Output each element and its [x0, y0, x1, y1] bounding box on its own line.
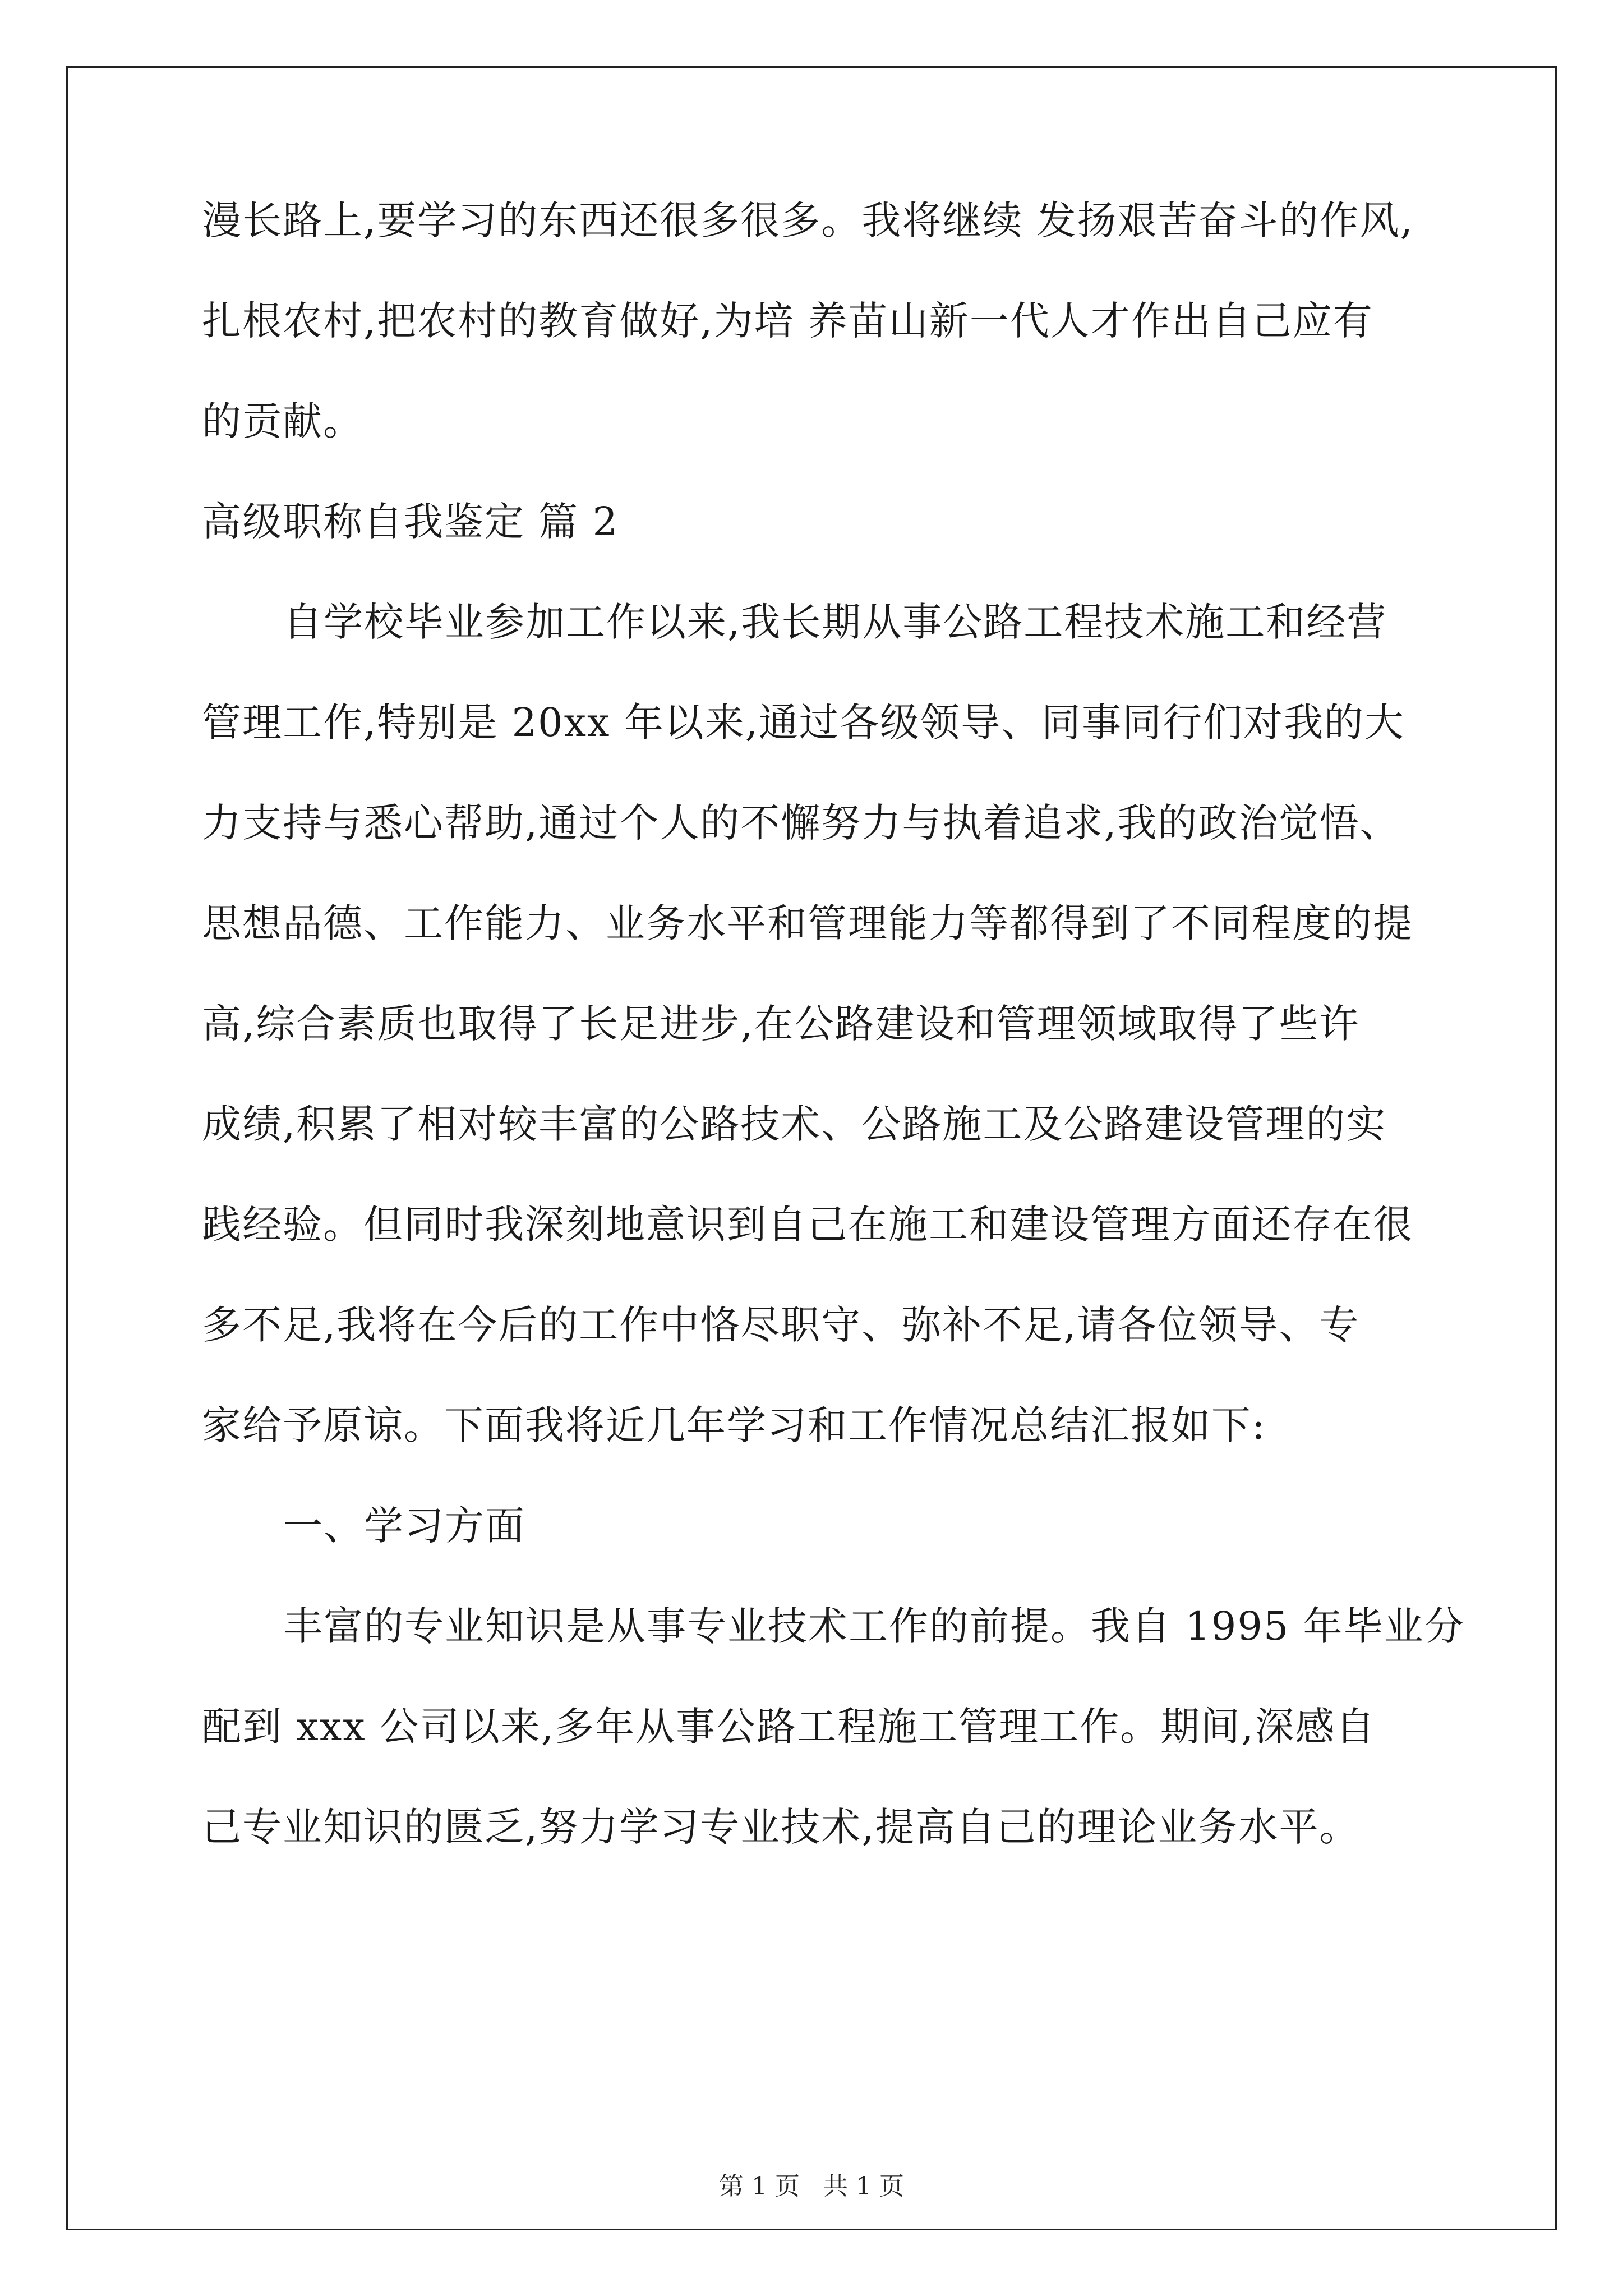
paragraph-line: 成绩,积累了相对较丰富的公路技术、公路施工及公路建设管理的实 — [202, 1101, 1387, 1147]
document-body — [202, 194, 1465, 1901]
section-heading: 高级职称自我鉴定 篇 2 — [202, 499, 619, 545]
paragraph-line: 践经验。但同时我深刻地意识到自己在施工和建设管理方面还存在很 — [202, 1202, 1413, 1248]
paragraph-line: 自学校毕业参加工作以来,我长期从事公路工程技术施工和经营 — [283, 599, 1387, 645]
paragraph-line: 己专业知识的匮乏,努力学习专业技术,提高自己的理论业务水平。 — [202, 1804, 1360, 1850]
subsection-heading: 一、学习方面 — [283, 1503, 525, 1549]
paragraph-line: 扎根农村,把农村的教育做好,为培 养苗山新一代人才作出自己应有 — [202, 298, 1373, 344]
page-footer — [0, 2170, 1623, 2203]
page-number: 第 1 页 — [719, 2172, 800, 2201]
page-total: 共 1 页 — [823, 2172, 904, 2201]
paragraph-line: 丰富的专业知识是从事专业技术工作的前提。我自 1995 年毕业分 — [283, 1603, 1465, 1649]
paragraph-line: 高,综合素质也取得了长足进步,在公路建设和管理领域取得了些许 — [202, 1001, 1360, 1047]
paragraph-line: 家给予原谅。下面我将近几年学习和工作情况总结汇报如下: — [202, 1402, 1266, 1448]
paragraph-line: 漫长路上,要学习的东西还很多很多。我将继续 发扬艰苦奋斗的作风, — [202, 197, 1414, 243]
paragraph-line: 多不足,我将在今后的工作中恪尽职守、弥补不足,请各位领导、专 — [202, 1302, 1360, 1348]
paragraph-line: 管理工作,特别是 20xx 年以来,通过各级领导、同事同行们对我的大 — [202, 700, 1405, 746]
paragraph-line: 力支持与悉心帮助,通过个人的不懈努力与执着追求,我的政治觉悟、 — [202, 800, 1400, 846]
paragraph-line: 的贡献。 — [202, 398, 363, 444]
paragraph-line: 思想品德、工作能力、业务水平和管理能力等都得到了不同程度的提 — [202, 900, 1413, 946]
paragraph-line: 配到 xxx 公司以来,多年从事公路工程施工管理工作。期间,深感自 — [202, 1704, 1376, 1750]
